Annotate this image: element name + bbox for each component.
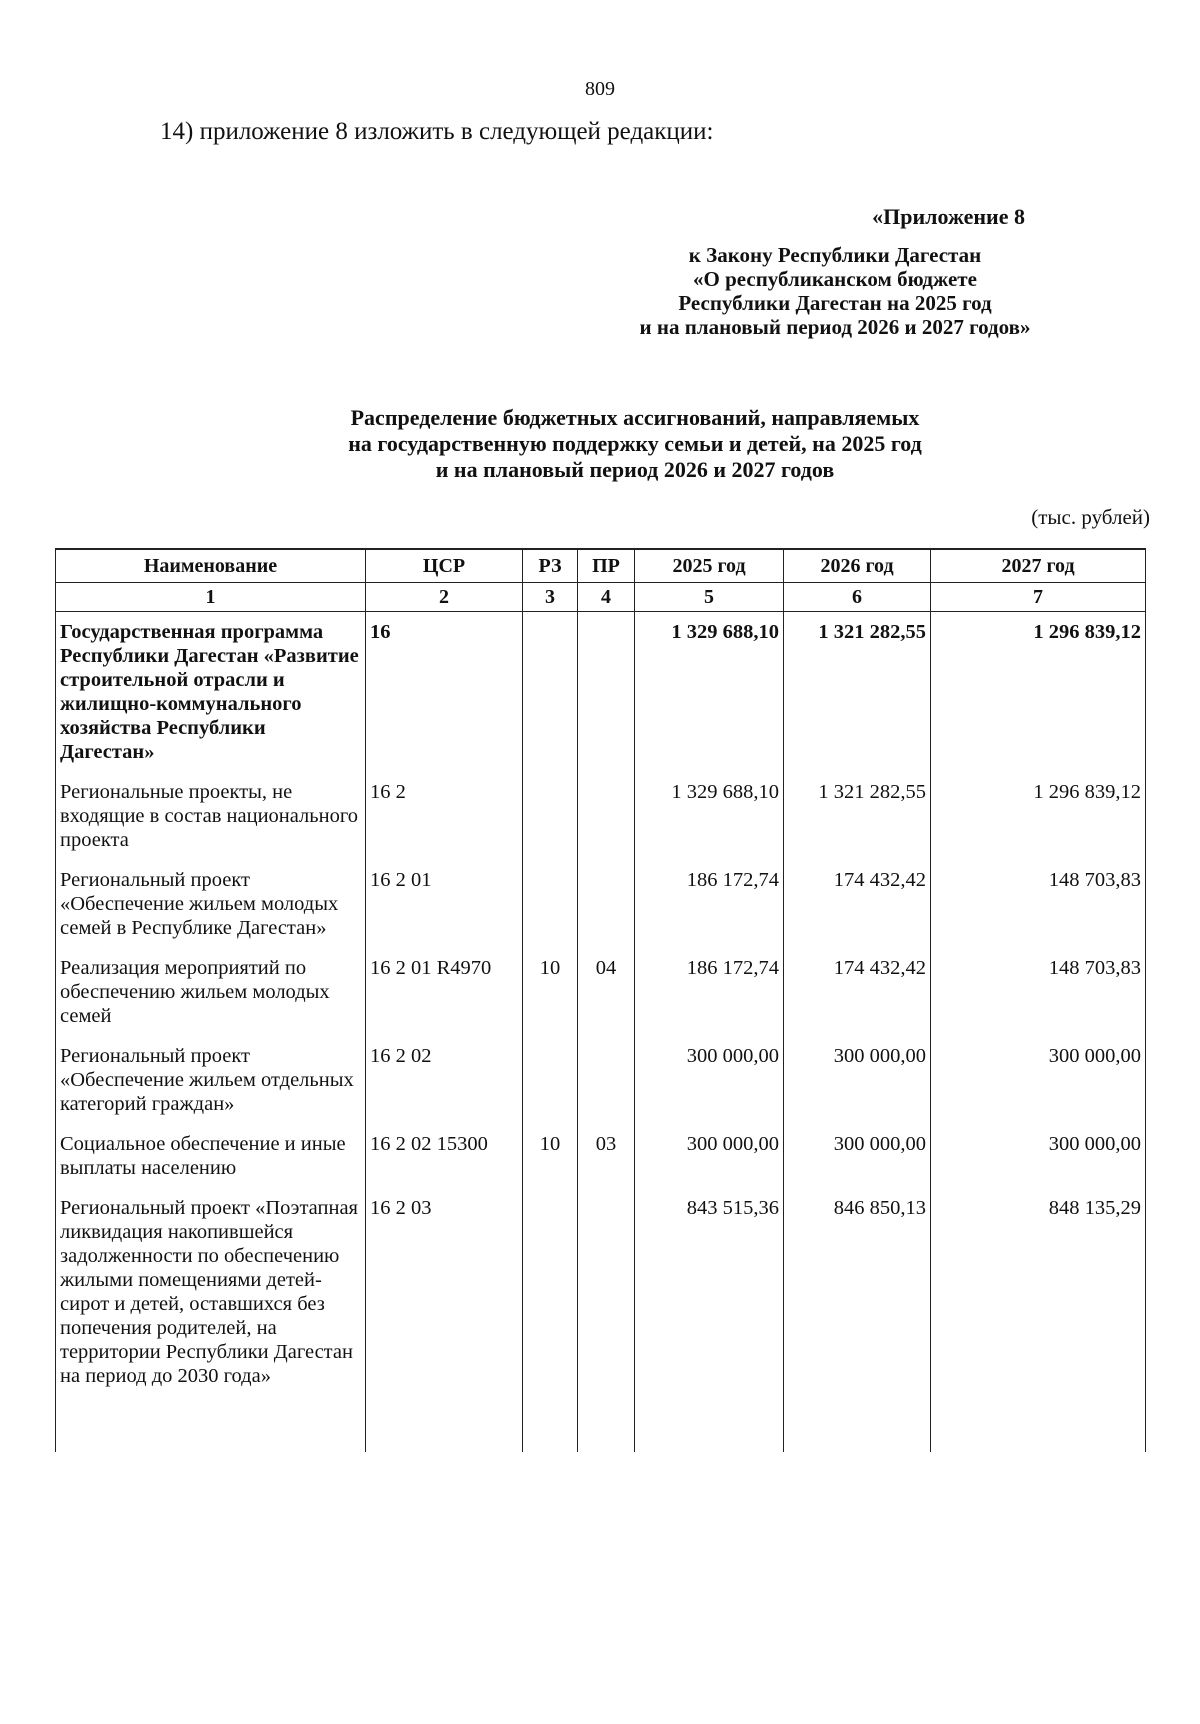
row-pr [578, 772, 635, 860]
row-rz: 10 [523, 1124, 578, 1188]
row-2027: 848 135,29 [931, 1188, 1146, 1452]
row-2026: 174 432,42 [784, 860, 931, 948]
header-rz: РЗ [523, 549, 578, 583]
row-csr: 16 2 [366, 772, 523, 860]
row-csr: 16 2 02 [366, 1036, 523, 1124]
row-pr [578, 612, 635, 773]
column-number: 2 [366, 583, 523, 612]
row-name: Региональные проекты, не входящие в состав национального проекта [56, 772, 366, 860]
header-2025: 2025 год [635, 549, 784, 583]
heading-line: Распределение бюджетных ассигнований, направляемых [350, 405, 920, 430]
column-number: 6 [784, 583, 931, 612]
heading-line: на государственную поддержку семьи и детей, на 2025 год [348, 431, 922, 456]
row-rz [523, 1188, 578, 1452]
appendix-line: к Закону Республики Дагестан [688, 243, 982, 267]
row-2026: 1 321 282,55 [784, 772, 931, 860]
row-rz [523, 772, 578, 860]
column-number: 4 [578, 583, 635, 612]
row-csr: 16 2 03 [366, 1188, 523, 1452]
budget-table [55, 548, 1146, 1452]
appendix-block [575, 205, 1095, 339]
column-number: 5 [635, 583, 784, 612]
row-2026: 846 850,13 [784, 1188, 931, 1452]
row-2025: 186 172,74 [635, 948, 784, 1036]
row-2026: 300 000,00 [784, 1036, 931, 1124]
row-2026: 300 000,00 [784, 1124, 931, 1188]
row-name: Региональный проект «Обеспечение жильем молодых семей в Республике Дагестан» [56, 860, 366, 948]
row-2027: 1 296 839,12 [931, 772, 1146, 860]
header-2026: 2026 год [784, 549, 931, 583]
table-row [56, 1036, 1146, 1124]
row-name: Государственная программа Республики Дагестан «Развитие строительной отрасли и жилищно-коммунального хозяйства Республики Дагестан» [56, 612, 366, 773]
row-rz: 10 [523, 948, 578, 1036]
appendix-title: «Приложение 8 [872, 204, 1025, 229]
column-number: 7 [931, 583, 1146, 612]
row-2025: 186 172,74 [635, 860, 784, 948]
document-heading [265, 405, 1005, 483]
row-csr: 16 2 02 15300 [366, 1124, 523, 1188]
row-2025: 843 515,36 [635, 1188, 784, 1452]
row-2026: 174 432,42 [784, 948, 931, 1036]
appendix-line: и на плановый период 2026 и 2027 годов» [639, 315, 1031, 339]
column-number: 1 [56, 583, 366, 612]
row-2025: 1 329 688,10 [635, 612, 784, 773]
row-name: Региональный проект «Обеспечение жильем отдельных категорий граждан» [56, 1036, 366, 1124]
table-row [56, 860, 1146, 948]
row-name: Социальное обеспечение и иные выплаты населению [56, 1124, 366, 1188]
row-name: Реализация мероприятий по обеспечению жильем молодых семей [56, 948, 366, 1036]
row-2025: 300 000,00 [635, 1124, 784, 1188]
row-2027: 300 000,00 [931, 1124, 1146, 1188]
row-pr [578, 1188, 635, 1452]
row-csr: 16 [366, 612, 523, 773]
row-csr: 16 2 01 [366, 860, 523, 948]
row-rz [523, 612, 578, 773]
row-2027: 300 000,00 [931, 1036, 1146, 1124]
table-row [56, 1124, 1146, 1188]
row-pr [578, 1036, 635, 1124]
units-label: (тыс. рублей) [1031, 505, 1150, 529]
row-rz [523, 1036, 578, 1124]
table-row [56, 948, 1146, 1036]
header-name: Наименование [56, 549, 366, 583]
row-name: Региональный проект «Поэтапная ликвидация накопившейся задолженности по обеспечению жилыми помещениями детей-сирот и детей, оставшихся без попечения родителей, на территории Республики Дагестан на период до 2030 года» [56, 1188, 366, 1452]
heading-line: и на плановый период 2026 и 2027 годов [435, 457, 835, 482]
table-header-row [56, 549, 1146, 583]
table-row [56, 612, 1146, 773]
table-row [56, 772, 1146, 860]
row-2027: 148 703,83 [931, 860, 1146, 948]
row-pr: 04 [578, 948, 635, 1036]
row-rz [523, 860, 578, 948]
intro-text: 14) приложение 8 изложить в следующей редакции: [160, 118, 714, 145]
header-csr: ЦСР [366, 549, 523, 583]
appendix-line: «О республиканском бюджете [693, 267, 977, 291]
column-number-row [56, 583, 1146, 612]
row-pr [578, 860, 635, 948]
row-2026: 1 321 282,55 [784, 612, 931, 773]
row-2027: 148 703,83 [931, 948, 1146, 1036]
row-2025: 300 000,00 [635, 1036, 784, 1124]
row-2025: 1 329 688,10 [635, 772, 784, 860]
header-pr: ПР [578, 549, 635, 583]
row-pr: 03 [578, 1124, 635, 1188]
table-row [56, 1188, 1146, 1452]
column-number: 3 [523, 583, 578, 612]
header-2027: 2027 год [931, 549, 1146, 583]
row-2027: 1 296 839,12 [931, 612, 1146, 773]
appendix-line: Республики Дагестан на 2025 год [678, 291, 992, 315]
page-number: 809 [585, 78, 615, 100]
row-csr: 16 2 01 R4970 [366, 948, 523, 1036]
